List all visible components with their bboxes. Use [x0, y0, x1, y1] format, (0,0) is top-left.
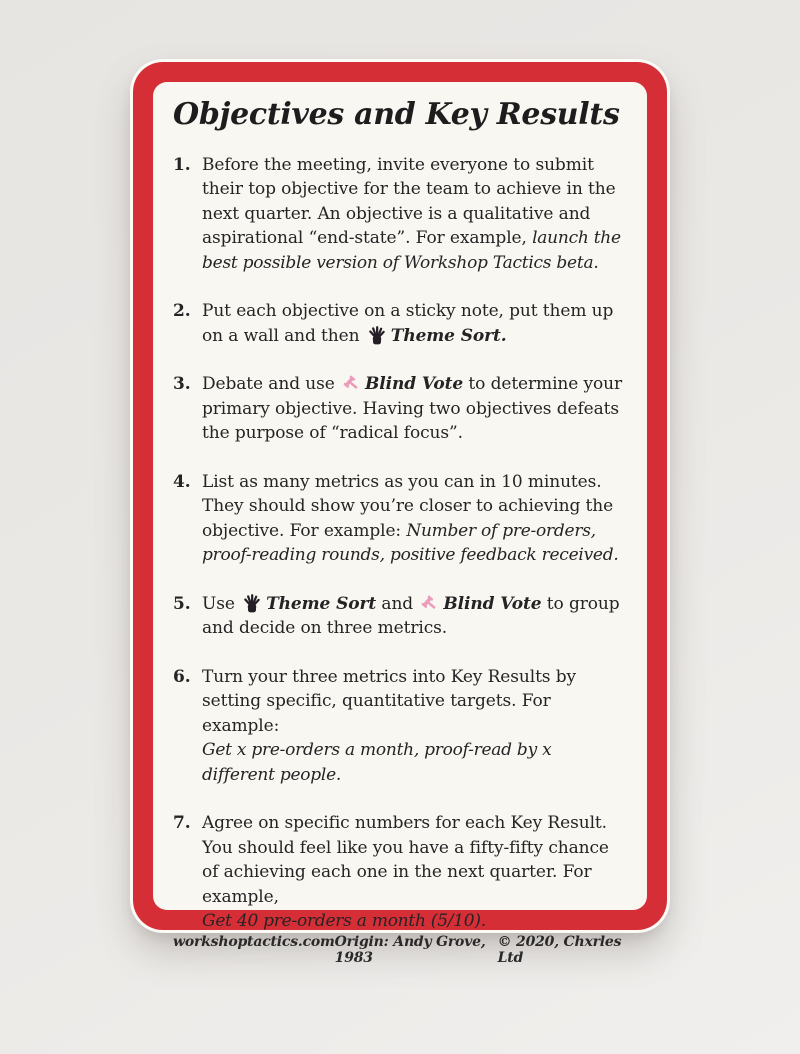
hand-icon	[242, 593, 262, 613]
page-background	[0, 62, 800, 1054]
text-segment: Put each objective on a sticky note, put them up on a wall and then	[202, 301, 614, 346]
item-number: 3.	[173, 374, 191, 394]
okr-card	[133, 62, 667, 966]
list-item	[173, 811, 627, 934]
text-segment: Blind Vote	[365, 374, 464, 394]
list-item	[173, 153, 627, 276]
list-item	[173, 470, 627, 568]
text-segment: Get x pre-orders a month, proof-read by x different people.	[202, 740, 552, 785]
card-title: Objectives and Key Results	[173, 97, 620, 132]
card-footer	[173, 934, 627, 968]
items-list	[173, 153, 627, 934]
item-text	[202, 665, 627, 788]
item-number: 5.	[173, 593, 191, 614]
text-segment: Use	[202, 593, 241, 614]
text-segment: to determine your primary objective. Having two objectives defeats the purpose of “radical focus”.	[202, 374, 623, 443]
text-segment: Debate and use	[202, 374, 341, 394]
text-segment: Turn your three metrics into Key Results by setting specific, quantitative targets. For example:	[202, 666, 577, 736]
text-segment: and	[376, 593, 419, 614]
item-number: 1.	[173, 154, 191, 175]
item-number: 2.	[173, 301, 191, 321]
text-segment: Number of pre-orders, proof-reading rounds, positive feedback received.	[202, 520, 619, 565]
item-text	[202, 811, 627, 934]
list-item	[173, 299, 627, 348]
text-segment: Agree on specific numbers for each Key Result. You should feel like you have a fifty-fifty chance of achieving each one in the next quarter. For example,	[202, 813, 609, 907]
text-segment: List as many metrics as you can in 10 minutes. They should show you’re closer to achieving the objective. For example:	[202, 471, 614, 541]
footer-origin: Origin: Andy Grove, 1983	[334, 933, 486, 966]
card-face	[153, 82, 647, 966]
hand-icon	[367, 325, 387, 345]
item-text	[202, 372, 627, 446]
item-text	[202, 470, 627, 568]
gavel-icon	[420, 594, 439, 613]
text-segment: Theme Sort.	[390, 325, 507, 346]
item-number: 6.	[173, 666, 191, 687]
footer-website: workshoptactics.com	[173, 933, 335, 950]
gavel-icon	[342, 374, 361, 393]
text-segment: Blind Vote	[443, 593, 542, 614]
text-segment: Get 40 pre-orders a month (5/10).	[202, 911, 486, 931]
text-segment: Before the meeting, invite everyone to submit their top objective for the team to achieve in the next quarter. An objective is a qualitative and aspirational “end-state”. For example,	[202, 154, 616, 248]
text-segment: to group and decide on three metrics.	[202, 593, 620, 638]
item-text	[202, 299, 627, 348]
item-number: 4.	[173, 471, 191, 492]
item-text	[202, 153, 627, 276]
list-item	[173, 665, 627, 788]
item-number: 7.	[173, 813, 191, 833]
text-segment: launch the best possible version of Workshop Tactics beta.	[202, 228, 621, 273]
item-text	[202, 592, 627, 641]
footer-copyright: © 2020, Chxrles Ltd	[497, 933, 622, 966]
list-item	[173, 372, 627, 446]
text-segment: Theme Sort	[266, 593, 377, 614]
list-item	[173, 592, 627, 641]
